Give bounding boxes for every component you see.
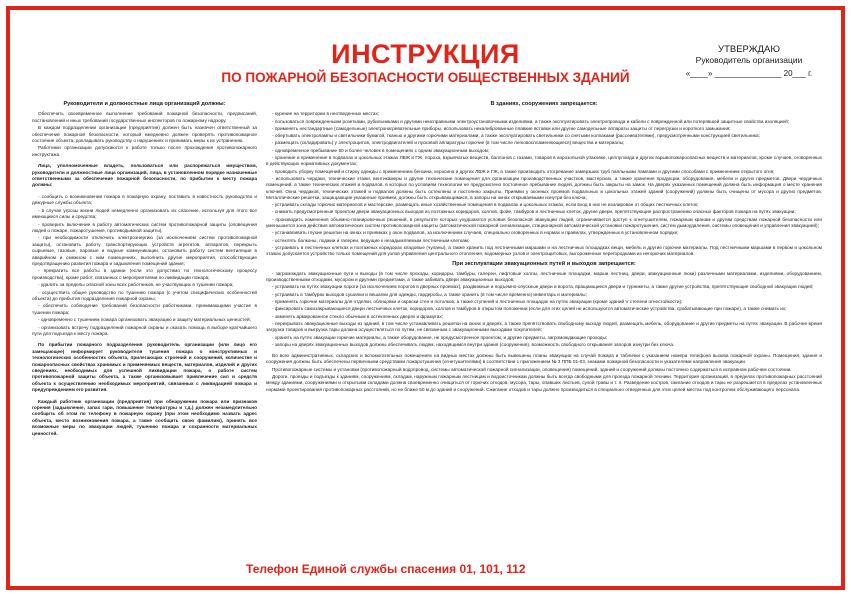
evacuation-item: - загромождать эвакуационные пути и выходы (в том числе проходы, коридоры, тамбуры, галереи, лифтовые холлы, лестничные площадки, марши лестниц, двери, эвакуационные люки) различными материалами, изделиями, оборудованием, производственными отходами, мусором и другими предметами, а также забивать двери эвакуационных выходов; — [266, 270, 822, 283]
right-heading: В зданиях, сооружениях запрещается: — [490, 101, 598, 107]
emergency-phone: Телефон Единой службы спасения 01, 101, 112 — [246, 562, 526, 576]
approval-date-line: «____» _______________ 20___ г. — [685, 69, 813, 78]
right-paragraph: Во всех административных, складских и вспомогательных помещениях на видных местах должны быть вывешены планы эвакуации на случай пожара и таблички с указанием номера телефона вызова пожарной охраны. Помещения, здания и сооружения должны быть обеспечены первичными средствами пожаротушения (огнетушителями) в соответствии с приложением № 3 ППБ 01-03, знаками пожарной безопасности и указателями направления эвакуации. — [266, 353, 822, 365]
duty-item: - при необходимости отключить электроэнергию (за исключением систем противопожарной защиты), остановить работу транспортирующих устройств агрегатов, аппаратов, перекрыть сырьевые, газовые, паровые и водные коммуникации, остановить работу систем вентиляции в аварийном и смежном с ним помещениях, выполнить другие мероприятия, способствующие предотвращению развития пожара и задымления помещений здания; — [32, 235, 257, 266]
duty-item: - проверить включение в работу автоматических систем противопожарной защиты (оповещения людей о пожаре, пожаротушения, противодымной защиты); — [32, 221, 257, 233]
approval-title: УТВЕРЖДАЮ — [718, 44, 780, 55]
duty-item: - в случае угрозы жизни людей немедленно организовать их спасение, используя для этого все имеющиеся силы и средства; — [32, 207, 257, 220]
right-heading-evacuation: При эксплуатации эвакуационных путей и выходов запрещается: — [452, 260, 636, 267]
evacuation-item: - устраивать на путях эвакуации пороги (за исключением порогов в дверных проемах), раздвижные и подъемно-опускные двери и ворота, вращающиеся двери и турникеты, а также другие устройства, препятствующие свободной эвакуации людей; — [272, 284, 814, 290]
prohibition-item: - устраивать склады горючих материалов и мастерские, размещать иные хозяйственные помещения в подвалах и цокольных этажах, если вход в них не изолирован от общих лестничных клеток; — [272, 202, 699, 208]
left-paragraph: В каждом подразделении организации (предприятия) должен быть назначен ответственный за обеспечение пожарной безопасности, который ежедневно должен проверять противопожарное состояние объекта, докладывать руководству о нарушениях и принимать меры к их устранению. — [32, 125, 257, 144]
duty-item: - сообщить о возникновении пожара в пожарную охрану, поставить в известность руководство и дежурные службы объекта; — [32, 193, 257, 206]
left-heading-duties: Лица, уполномоченные владеть, пользоваться или распоряжаться имуществом, руководители и должностные лица организаций, лица, в установленном порядке назначенные ответственными за обеспечение пожарной безопасности, по прибытии к месту пожара должны: — [32, 163, 257, 188]
prohibition-item: - хранение и применение в подвалах и цокольных этажах ЛВЖ и ГЖ, пороха, взрывчатых веществ, баллонов с газами, товаров в аэрозольной упаковке, целлулоида и других взрывопожароопасных веществ и материалов, кроме случаев, оговоренных в действующих нормативных документах; — [266, 155, 822, 167]
evacuation-item: - устраивать в тамбурах выходов сушилки и вешалки для одежды, гардеробы, а также хранить (в том числе временно) инвентарь и материалы; — [272, 291, 587, 297]
prohibition-item: - использовать чердаки, технические этажи, вентикамеры и другие технические помещения для организации производственных участков, мастерских, а также хранения продукции, оборудования, мебели и других предметов. Двери чердачных помещений, а также технических этажей и подвалов, в которых по условиям технологии не предусмотено постоянное пребывание людей, должны быть закрыты на замок. На дверях указанных помещений должна быть информация о месте хранения ключей. Окна чердаков, технических этажей и подвалов должны быть остеклены и постоянно закрыты. Приямки у оконных проемов подвальных и цокольных этажей зданий (сооружений) должны быть очищены от мусора и других предметов. Металлические решетки, защищающие указанные приямки, должны быть открывающимися, а запоры на окнах открываемыми изнутри без ключа; — [266, 175, 822, 200]
duty-item: - организовать встречу подразделений пожарной охраны и оказать помощь в выборе кратчайшего пути для подъезда к месту пожара. — [32, 324, 257, 336]
approval-block — [679, 44, 819, 79]
prohibition-item: - проводить уборку помещений и стирку одежды с применением бензина, керосина и других ЛВЖ и ГЖ, а также производить отогревание замерзших труб паяльными лампами и другими способами с применением открытого огня; — [272, 168, 775, 174]
prohibition-item: - обертывать электролампы и светильники бумагой, тканью и другими горючими материалами, а также эксплуатировать светильники со снятыми колпаками (рассеивателями), предусмотренными конструкцией светильника; — [272, 133, 760, 139]
evacuation-item: - перекрывать эвакуационные выходы из зданий, в том числе устанавливать решетки на окнах и дверях, а также препятствовать свободному выходу людей, размещать мебель, оборудование и другие предметы на путях эвакуации. В рабочее время загрузка товаров и выгрузка тары должна осуществляться по путям, не связанным с эвакуационными выходами покупателей; — [266, 320, 822, 333]
duty-item: - одновременно с тушением пожара организовать эвакуацию и защиту материальных ценностей; — [38, 317, 251, 323]
prohibition-item: - производить изменения объемно-планировочных решений, в результате которых ухудшаются условия безопасной эвакуации людей, ограничивается доступ к огнетушителям, пожарным кранам и другим средствам пожарной безопасности или уменьшается зона действия автоматических систем противопожарной защиты (автоматической пожарной сигнализации, стационарной автоматической установки пожаротушения, систем дымоудаления, системы оповещения и управления эвакуацией); — [266, 216, 822, 229]
page-title: ИНСТРУКЦИЯ — [331, 39, 520, 69]
poster-frame — [6, 6, 845, 590]
prohibition-item: - устанавливать глухие решетки на окнах и приямках у окон подвалов, за исключением случаев, специально оговоренных в нормах и правилах, утвержденных в установленном порядке; — [272, 230, 679, 236]
left-column — [32, 98, 257, 438]
left-heading-worker: Каждый работник организации (предприятия) при обнаружении пожара или признаков горения (задымление, запах гари, повышение температуры и т.д.) должен незамедлительно сообщить об этом по телефону в пожарную охрану (при этом необходимо назвать адрес объекта, место возникновения пожара, а также сообщить свою фамилию), принять все возможные меры по эвакуации людей, тушению пожара и сохранности материальных ценностей. — [32, 398, 257, 436]
page-subtitle: ПО ПОЖАРНОЙ БЕЗОПАСНОСТИ ОБЩЕСТВЕННЫХ ЗДАНИЙ — [221, 70, 630, 85]
prohibition-item: - одновременное пребывание 50 и более человек в помещениях с одним эвакуационным выходом; — [272, 147, 490, 153]
prohibition-item: - применять нестандартные (самодельные) электронагревательные приборы, использовать некалиброванные плавкие вставки или другие самодельные аппараты защиты от перегрузки и короткого замыкания; — [272, 125, 731, 131]
duty-item: - обеспечить соблюдение требований безопасности работниками, принимающими участие в тушении пожара; — [32, 303, 257, 315]
evacuation-item: - фиксировать самозакрывающиеся двери лестничных клеток, коридоров, холлов и тамбуров в открытом положении (если для этих целей не используются автоматические устройства, срабатывающие при пожаре), а также снимать их; — [272, 306, 787, 312]
evacuation-item: - хранить на путях эвакуации горючие материалы, а также оборудование, не предусмотренное проектом, и другие предметы, загромождающие проходы; — [272, 334, 608, 340]
duty-item: - осуществить общее руководство по тушению пожара (с учетом специфических особенностей объекта) до прибытия подразделения пожарной охраны; — [32, 289, 257, 301]
evacuation-item: - заменять армированное стекло обычным в остекленных дверях и фрамугах; — [272, 313, 443, 319]
left-heading: Руководители и должностные лица организаций должны: — [63, 101, 226, 107]
duty-item: - удалить за пределы опасной зоны всех работников, не участвующих в тушении пожара; — [38, 282, 234, 288]
left-paragraph: Работники организации допускаются к работе только после прохождения противопожарного инструктажа. — [32, 145, 257, 157]
left-heading-arrival: По прибытии пожарного подразделения руководитель организации (или лицо его замещающее) информирует руководителя тушения пожара о конструктивных и технологических особенностях объекта, прилегающих строений и сооружений, количестве и пожароопасных свойствах хранимых и применяемых веществ, материалов, изделий и других сведениях, необходимых для успешной ликвидации пожара, о работе систем противопожарной защиты объекта, а также организовывает привлечение сил и средств объекта к осуществлению необходимых мероприятий, связанных с ликвидацией пожара и предупреждением его развития. — [32, 342, 257, 393]
prohibition-item: - устраивать в лестничных клетках и поэтажных коридорах кладовые (чуланы), а также хранить под лестничными маршами и на лестничных площадках вещи, мебель и другие горючие материалы. Под лестничными маршами в первом и цокольном этажах допускается устройство только помещений для узлов управления центрального отопления, водомерных узлов и электрощитовых, выгороженных перегородками из негорючих материалов. — [266, 244, 822, 257]
approval-role: Руководитель организации — [695, 55, 803, 65]
left-paragraph: Обеспечить своевременное выполнение требований пожарной безопасности, предписаний, постановлений и иных требований государственных инспекторов по пожарному надзору. — [32, 111, 257, 123]
prohibition-item: - остеклять балконы, лоджии и галереи, ведущие к незадымляемым лестничным клеткам; — [272, 237, 470, 243]
evacuation-item: - запоры на дверях эвакуационных выходов должны обеспечивать людям, находящимся внутри здания (сооружения), возможность свободного открывания запоров изнутри без ключа. — [272, 341, 675, 347]
prohibition-item: - снимать предусмотренные проектом двери эвакуационных выходов из поэтажных коридоров, холлов, фойе, тамбуров и лестничных клеток, другие двери, препятствующие распространению опасных факторов пожара на путях эвакуации; — [272, 209, 796, 215]
evacuation-item: - применять горючие материалы для отделки, облицовки и окраски стен и потолков, а также ступеней и лестничных площадок на путях эвакуации (кроме зданий V степени огнестойкости); — [272, 299, 683, 305]
right-paragraph: Противопожарные системы и установки (противопожарный водопровод, системы автоматической пожарной сигнализации, оповещения) помещений, зданий и сооружений должны постоянно содержаться в исправном рабочем состоянии. — [272, 366, 792, 372]
prohibition-item: - пользоваться поврежденными розетками, рубильниками и другими неисправными электроустановочными изделиями, а также эксплуатировать электропровода и кабели с поврежденной или потерявшей защитные свойства изоляцией; — [272, 118, 790, 124]
duty-item: - прекратить все работы в здании (если это допустимо по технологическому процессу производства), кроме работ, связанных с мероприятиями по ликвидации пожара; — [32, 268, 257, 280]
prohibition-item: - курение на территории в неотведенных местах; — [272, 111, 380, 117]
right-column — [266, 98, 822, 394]
prohibition-item: - размещать (складировать) у электрощитов, электродвигателей и пусковой аппаратуры горючие (в том числе легковоспламеняющиеся) вещества и материалы; — [272, 140, 625, 146]
right-paragraph: Дороги, проезды и подъезды к зданиям, сооружениям, складам, наружным пожарным лестницам и водоисточникам должны быть всегда свободными для проезда пожарной техники. Территория организаций, в пределах противопожарных расстояний между зданиями, сооружениями и открытыми складами должна своевременно очищаться от горючих отходов, мусора, тары, опавших листьев, сухой травы и т. п. Разведение костров, сжигание отходов и тары не разрешается в пределах установленных нормами проектирования противопожарных расстояний, но не ближе 50 м до зданий и сооружений. Сжигание отходов и тары должно производиться в специально отведенных для этих целей местах под контролем обслуживающего персонала. — [266, 373, 822, 392]
